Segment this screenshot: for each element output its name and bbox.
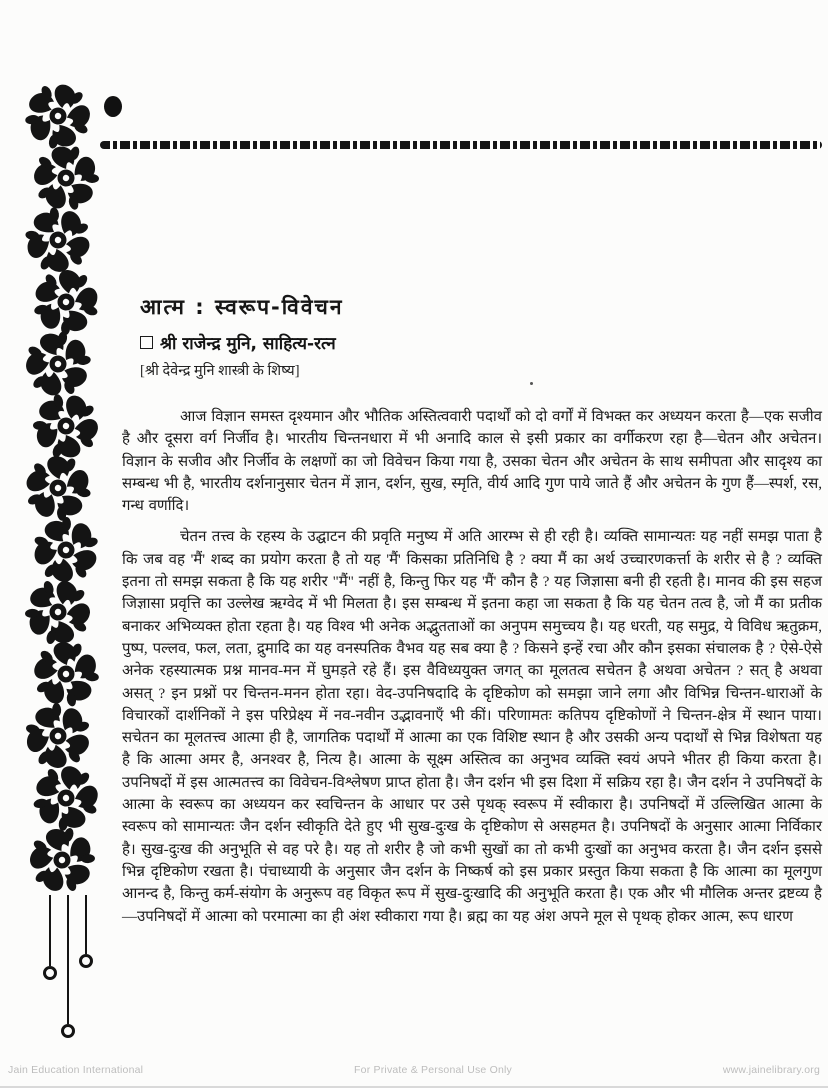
author-name: श्री राजेन्द्र मुनि, साहित्य-रत्न bbox=[160, 334, 336, 354]
page-title: आत्म : स्वरूप-विवेचन bbox=[140, 295, 344, 319]
author-byline bbox=[140, 331, 822, 354]
floral-scroll-border-icon bbox=[22, 80, 102, 1060]
footer-right-text: www.jainelibrary.org bbox=[722, 1064, 820, 1076]
footer bbox=[0, 1060, 828, 1080]
square-bullet-icon bbox=[140, 336, 153, 349]
dash-dot-rule-icon bbox=[100, 141, 822, 149]
author-note: [श्री देवेन्द्र मुनि शास्त्री के शिष्य] bbox=[140, 363, 300, 379]
footer-center-text: For Private & Personal Use Only bbox=[354, 1064, 512, 1076]
paragraph-1: आज विज्ञान समस्त दृश्यमान और भौतिक अस्तित्ववारी पदार्थों को दो वर्गों में विभक्त कर अध्ययन करता है—एक सजीव है और दूसरा वर्ग निर्जीव है। भारतीय चिन्तनधारा में भी अनादि काल से इसी प्रकार का वर्गीकरण रहा है—चेतन और अचेतन। विज्ञान के सजीव और निर्जीव के लक्षणों का जो विवेचन किया गया है, उसका चेतन और अचेतन के साथ समीपता और सादृश्य का सम्बन्ध भी है, भारतीय दर्शनानुसार चेतन में ज्ञान, दर्शन, सुख, स्मृति, वीर्य आदि गुण पाये जाते हैं और अचेतन के गुण हैं—स्पर्श, रस, गन्ध वर्णादि। bbox=[122, 409, 822, 515]
article bbox=[122, 293, 822, 937]
solid-dot-icon bbox=[104, 96, 122, 117]
footer-left-text: Jain Education International bbox=[8, 1064, 144, 1076]
paragraph-2: चेतन तत्त्व के रहस्य के उद्घाटन की प्रवृति मनुष्य में अति आरम्भ से ही रही है। व्यक्ति सामान्यतः यह नहीं समझ पाता है कि जब वह 'मैं' शब्द का प्रयोग करता है तो यह 'मैं' किसका प्रतिनिधि है ? क्या मैं का अर्थ उच्चारणकर्त्ता के शरीर से है ? व्यक्ति इतना तो समझ सकता है कि यह शरीर "मैं" नहीं है, किन्तु फिर यह 'मैं' कौन है ? यह जिज्ञासा बनी ही रहती है। मानव की इस सहज जिज्ञासा प्रवृत्ति का उल्लेख ऋग्वेद में भी मिलता है। इस सम्बन्ध में इतना कहा जा सकता है कि यह चेतन तत्व है, जो मैं का प्रतीक बनाकर अभिव्यक्त होता रहता है। यह विश्व भी अनेक अद्भुतताओं का अनुपम समुच्चय है। यह धरती, यह समुद्र, ये विविध ऋतुक्रम, पुष्प, पल्लव, फल, लता, द्रुमादि का यह वनस्पतिक वैभव यह सब क्या है ? किसने इन्हें रचा और कौन इसका संचालक है ? ऐसे-ऐसे अनेक रहस्यात्मक प्रश्न मानव-मन में घुमड़ते रहे हैं। इस वैविध्ययुक्त जगत् का मूलतत्व सचेतन है अथवा अचेतन ? सत् है अथवा असत् ? इन प्रश्नों पर चिन्तन-मनन होता रहा। वेद-उपनिषदादि के दृष्टिकोण को समझा जाने लगा और विभिन्न चिन्तन-धाराओं के विचारकों दार्शनिकों ने इस परिप्रेक्ष्य में नव-नवीन उद्भावनाएँ भी कीं। परिणामतः कतिपय दृष्टिकोणों ने चिन्तन-क्षेत्र में स्थान पाया। सचेतन का मूलतत्त्व आत्मा ही है, जागतिक पदार्थों में आत्मा का एक विशिष्ट स्थान है और उसकी अन्य पदार्थों से भिन्न विशेषता यह है कि आत्मा अमर है, अनश्वर है, नित्य है। आत्मा के सूक्ष्म अस्तित्व का अनुभव व्यक्ति स्वयं अपने भीतर ही किया करता है। उपनिषदों में इस आत्मतत्त्व का विवेचन-विश्लेषण प्राप्त होता है। जैन दर्शन भी इस दिशा में सक्रिय रहा है। जैन दर्शन ने उपनिषदों के आत्मा के स्वरूप का अध्ययन कर स्वचिन्तन के आधार पर उसे पृथक् स्वरूप में स्वीकारा है। उपनिषदों में उल्लिखित आत्मा के स्वरूप को सामान्यतः जैन दर्शन स्वीकृति देते हुए भी सुख-दुःख के दृष्टिकोण से असहमत है। उपनिषदों के अनुसार आत्मा निर्विकार है। सुख-दुःख की अनुभूति से वह परे है। यह तो शरीर है जो कभी सुखों का तो कभी दुःखों का अनुभव करता है। जैन दर्शन इससे भिन्न दृष्टिकोण रखता है। पंचाध्यायी के अनुसार जैन दर्शन के निष्कर्ष को इस प्रकार प्रस्तुत किया सकता है कि आत्मा का मूलगुण आनन्द है, किन्तु कर्म-संयोग के अनुरूप वह विकृत रूप में सुख-दुःखादि की अनुभूति करता है। एक और भी मौलिक अन्तर द्रष्टव्य है—उपनिषदों में आत्मा को परमात्मा का ही अंश स्वीकारा गया है। ब्रह्म का यह अंश अपने मूल से पृथक् होकर आत्म, रूप धारण bbox=[122, 529, 822, 925]
